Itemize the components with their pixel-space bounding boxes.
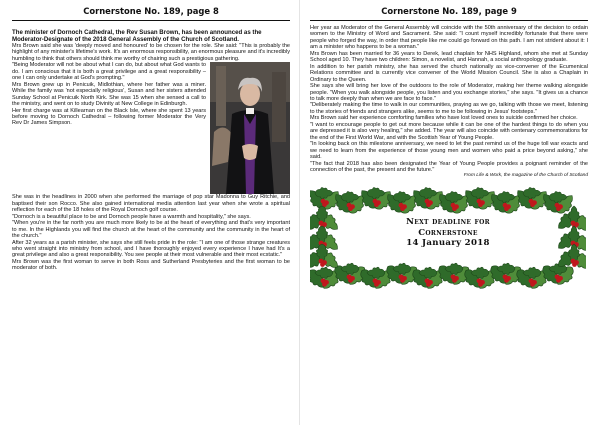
holly-berry [426,203,431,208]
moderator-photo [210,62,290,194]
article-top [12,43,290,62]
page-header-title: Cornerstone No. 189, page 8 [83,6,219,16]
paragraph: "Being Moderator will not be about what I can do, but about what God wants to do. I am conscious that it is both a great privilege and a great responsibility – one I can only undertake at God's prompting." [12,62,206,82]
paragraph: "When you're in the far north you are much more likely to be at the heart of everything and that's very important to me. In the Highlands you will find the church at the heart of the community and the community in the heart of the church." [12,220,290,240]
page-header [310,5,588,21]
holly-berry [530,203,535,208]
holly-berry [374,282,379,287]
article-bottom [12,194,290,271]
holly-berry [322,282,327,287]
intro-text: The minister of Dornoch Cathedral, the Rev Susan Brown, has been announced as the Moderator-Designate of the 2018 General Assembly of the Church of Scotland. [12,29,262,43]
deadline-line-2: Cornerstone [418,227,478,238]
paragraph: Mrs Brown said she was 'deeply moved and honoured' to be chosen for the role. She said: "This is probably the highlight of any minister's lifetime's work. It's an enormous responsibility, an enormous pleasure and it's incredibly humbling to think that others should think me worthy of chairing such a prestigious gathering. [12,43,290,62]
paragraph: Mrs Brown was the first woman to serve in both Ross and Sutherland Presbyteries and the first woman to be moderator of both. [12,258,290,272]
source-credit: From Life & Work, the magazine of the Church of Scotland [463,173,588,179]
photo-wrap-section [12,62,290,194]
paragraph: "Dornoch is a beautiful place to be and Dornoch people have a warmth and hospitality," she says. [12,213,251,220]
paragraph: Mrs Brown grew up in Penicuik, Midlothian, where her father was a miner. While the family was 'not especially religious', Susan and her sisters attended Sunday School at Penicuik North Kirk. She was 15 when she sensed a call to the ministry, and went on to study Divinity at New College in Edinburgh. [12,81,206,108]
holly-berry [374,203,379,208]
page-header-title: Cornerstone No. 189, page 9 [381,6,517,16]
paragraph: Her year as Moderator of the General Assembly will coincide with the 50th anniversary of the decision to ordain women to the Ministry of Word and Sacrament. She said: "I count myself incredibly fortunate that there were people who forged the way, in order that people like me could go forward on this path. I am not strident about it: I am a minister who happens to be a woman." [310,25,588,51]
holly-berry [556,278,561,283]
holly-berry [400,207,405,212]
paragraph: "In looking back on this milestone anniversary, we need to let the past remind us of the huge toll war exacts and we need to learn from the experience of those young men and women who paid a price beyond asking," she said. [310,141,588,161]
deadline-date: 14 January 2018 [406,238,490,249]
holly-berry [348,278,353,283]
paragraph: "I want to encourage people to get out more because while it can be one of the hardest things to do when you are depressed it is also very healing," she added. The year will also coincide with centenary commemorations for the end of the First World War, and with the Scottish Year of Young People. [310,121,588,141]
wrapped-text [12,62,210,127]
holly-berry [452,207,457,212]
holly-berry [556,207,561,212]
paragraph: Mrs Brown has been married for 36 years to Derek, lead chaplain for NHS Highland, whom she met at Sunday School aged 10. They have two children: Simon, a novelist, and Hannah, a social anthropology graduate. [310,50,588,64]
deadline-text [310,217,586,249]
holly-berry [452,278,457,283]
paragraph: "Deliberately making the time to walk in our communities, praying as we go, talking with those we meet, listening to the stories of friends and strangers alike, seems to me to be following in Jesus' footsteps." [310,102,588,115]
paragraph: She says she will bring her love of the outdoors to the role of Moderator, making her theme walking alongside people. "When you walk alongside people, you listen and you exchange stories," she says. "It gives us a chance to talk more deeply than when we are face to face." [310,83,588,102]
paragraph: Her first charge was at Killearnan on the Black Isle, where she spent 13 years before moving to Dornoch Cathedral – following former Moderator the Very Rev Dr James Simpson. [12,107,206,127]
deadline-line-1: Next deadline for [406,217,490,228]
holly-berry [400,278,405,283]
paragraph: After 32 years as a parish minister, she says she still feels pride in the role: "I am one of those strange creatures who went straight into ministry from school, and I have thoroughly enjoyed every experience I have had It's a great privilege and also a great responsibility. You see people at their most vulnerable and their most ecstatic." [12,239,290,259]
page-header [12,5,290,21]
holly-berry [348,207,353,212]
page-9 [310,0,588,425]
holly-berry [504,207,509,212]
page-gutter [299,0,300,425]
page-8 [12,0,290,425]
holly-berry [478,203,483,208]
holly-berry [478,282,483,287]
paragraph: In addition to her parish ministry, she has served the church nationally as vice-convener of the Ecumenical Relations committee and is currently vice convener of the World Mission Council. She is also a Chaplain in Ordinary to the Queen. [310,63,588,83]
paragraph: "The fact that 2018 has also been designated the Year of Young People provides a poignant reminder of the connection of the past, the present and the future." [310,160,588,173]
article-continued [310,25,588,179]
holly-berry [572,263,577,268]
holly-berry [320,263,325,268]
holly-berry [426,282,431,287]
deadline-notice [310,187,586,293]
article-intro [12,29,290,43]
holly-berry [530,282,535,287]
paragraph: Mrs Brown said her experience comforting families who have lost loved ones to suicide confirmed her choice. [310,115,578,122]
paragraph: She was in the headlines in 2000 when she performed the marriage of pop star Madonna to Guy Ritchie, and baptised their son Rocco. She also gained international media attention last year when she wrote a spiritual reflection for each of the 18 holes of the Royal Dornoch golf course. [12,194,290,214]
portrait-image [210,62,290,194]
holly-berry [504,278,509,283]
